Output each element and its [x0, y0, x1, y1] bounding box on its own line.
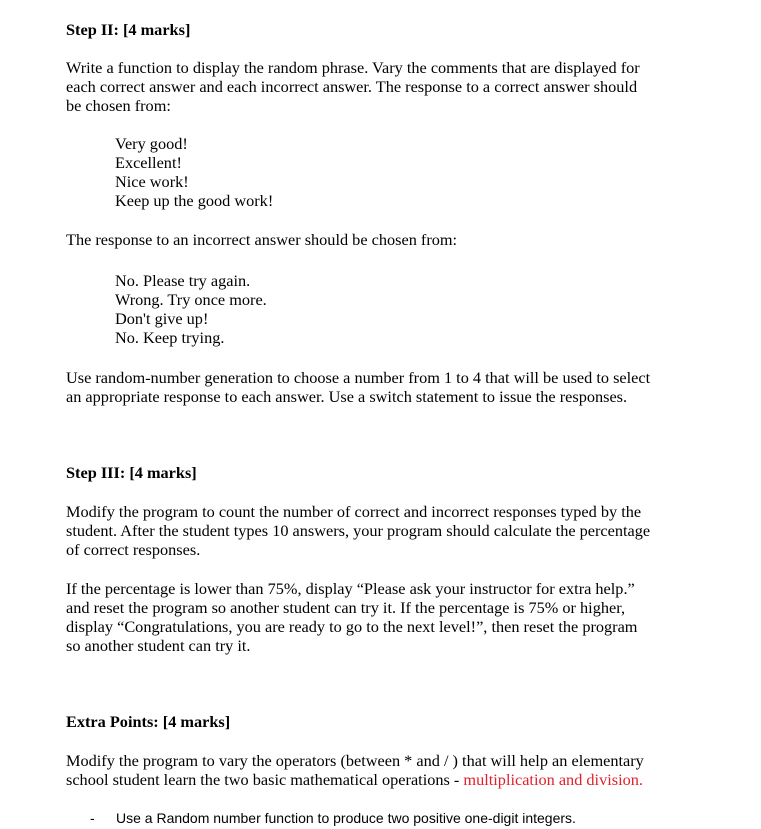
bullet-marker: -	[90, 810, 95, 826]
extra-points-paragraph-line-1: Modify the program to vary the operators (between * and / ) that will help an elementary	[66, 751, 644, 770]
incorrect-response-item: No. Keep trying.	[115, 328, 225, 347]
step-2-paragraph-3-line-2: an appropriate response to each answer. Use a switch statement to issue the responses.	[66, 387, 628, 406]
step-3-heading: Step III: [4 marks]	[66, 463, 197, 482]
step-2-paragraph-2: The response to an incorrect answer should be chosen from:	[66, 230, 458, 249]
extra-points-heading: Extra Points: [4 marks]	[66, 712, 231, 731]
correct-response-item: Keep up the good work!	[115, 191, 274, 210]
step-3-paragraph-2-line-1: If the percentage is lower than 75%, display “Please ask your instructor for extra help.”	[66, 579, 635, 598]
step-3-paragraph-2-line-2: and reset the program so another student can try it. If the percentage is 75% or higher,	[66, 598, 626, 617]
step-2-paragraph-1-line-1: Write a function to display the random phrase. Vary the comments that are displayed for	[66, 58, 640, 77]
incorrect-response-item: No. Please try again.	[115, 271, 251, 290]
extra-points-paragraph-line-2-text: school student learn the two basic mathematical operations -	[66, 770, 464, 789]
bullet-list-item	[90, 809, 576, 827]
step-2-heading: Step II: [4 marks]	[66, 20, 191, 39]
step-2-paragraph-1-line-3: be chosen from:	[66, 96, 171, 115]
step-3-paragraph-2-line-3: display “Congratulations, you are ready to go to the next level!”, then reset the program	[66, 617, 638, 636]
correct-response-item: Excellent!	[115, 153, 182, 172]
highlighted-operations-text: multiplication and division.	[463, 770, 643, 789]
step-3-paragraph-1-line-2: student. After the student types 10 answers, your program should calculate the percentage	[66, 521, 651, 540]
extra-points-paragraph-line-2	[66, 770, 643, 789]
step-2-paragraph-1-line-2: each correct answer and each incorrect answer. The response to a correct answer should	[66, 77, 638, 96]
correct-response-item: Nice work!	[115, 172, 189, 191]
step-3-paragraph-1-line-1: Modify the program to count the number of correct and incorrect responses typed by the	[66, 502, 642, 521]
incorrect-response-item: Wrong. Try once more.	[115, 290, 267, 309]
correct-response-item: Very good!	[115, 134, 188, 153]
step-2-paragraph-3-line-1: Use random-number generation to choose a number from 1 to 4 that will be used to select	[66, 368, 651, 387]
step-3-paragraph-1-line-3: of correct responses.	[66, 540, 201, 559]
step-3-paragraph-2-line-4: so another student can try it.	[66, 636, 251, 655]
bullet-text: Use a Random number function to produce two positive one-digit integers.	[116, 810, 576, 826]
incorrect-response-item: Don't give up!	[115, 309, 209, 328]
